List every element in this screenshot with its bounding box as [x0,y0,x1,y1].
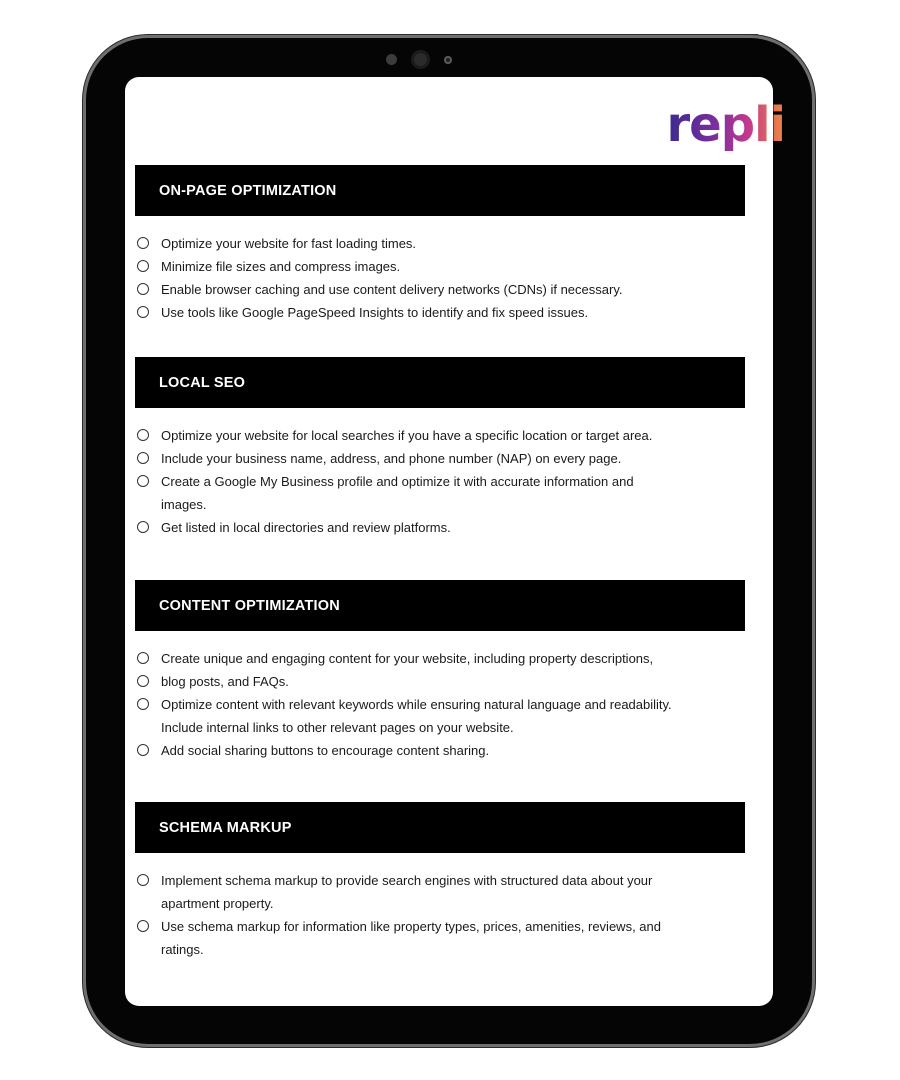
checklist-item[interactable] [135,670,745,693]
checklist-item[interactable] [135,516,745,539]
checklist-item-text: Get listed in local directories and review platforms. [161,520,451,535]
checklist-item[interactable] [135,915,745,938]
section-header: LOCAL SEO [135,357,745,408]
checkbox-circle-icon[interactable] [137,237,149,249]
section-content-optimization [135,580,745,762]
checklist-item-text: Create unique and engaging content for your website, including property descriptions, [161,651,654,666]
checklist-item-continuation: Include internal links to other relevant pages on your website. [161,720,514,735]
checklist-item[interactable] [135,647,745,670]
camera-icon [411,50,430,69]
checklist-item[interactable] [135,278,745,301]
checklist-item-text: Optimize content with relevant keywords while ensuring natural language and readability. [161,697,672,712]
checkbox-circle-icon[interactable] [137,475,149,487]
checkbox-circle-icon[interactable] [137,452,149,464]
checkbox-circle-icon[interactable] [137,306,149,318]
checkbox-circle-icon[interactable] [137,698,149,710]
checkbox-circle-icon[interactable] [137,260,149,272]
checkbox-circle-icon[interactable] [137,920,149,932]
checkbox-circle-icon[interactable] [137,521,149,533]
checkbox-circle-icon[interactable] [137,283,149,295]
checklist [135,232,745,324]
checklist-item-continuation: apartment property. [161,896,274,911]
checkbox-circle-icon[interactable] [137,652,149,664]
light-sensor-icon [444,56,452,64]
checklist-item[interactable] [135,869,745,892]
checklist [135,424,745,539]
checklist-item-text: Implement schema markup to provide search engines with structured data about your [161,873,653,888]
checklist-item[interactable] [135,693,745,716]
section-header: CONTENT OPTIMIZATION [135,580,745,631]
checklist-item-text: Optimize your website for local searches if you have a specific location or target area. [161,428,653,443]
checklist-item-text: Include your business name, address, and phone number (NAP) on every page. [161,451,622,466]
checkbox-circle-icon[interactable] [137,675,149,687]
checkbox-circle-icon[interactable] [137,429,149,441]
checklist-item-text: blog posts, and FAQs. [161,674,289,689]
section-header: SCHEMA MARKUP [135,802,745,853]
checklist-item-continuation: images. [161,497,207,512]
checklist-item-text: Minimize file sizes and compress images. [161,259,401,274]
brand-logo: repli [666,97,785,153]
checklist-item[interactable] [135,301,745,324]
checklist-item-text: Create a Google My Business profile and optimize it with accurate information and [161,474,634,489]
checklist-item-text: Enable browser caching and use content delivery networks (CDNs) if necessary. [161,282,623,297]
checkbox-circle-icon[interactable] [137,874,149,886]
checklist-item-text: Use schema markup for information like property types, prices, amenities, reviews, and [161,919,661,934]
section-on-page-optimization [135,165,745,324]
checklist [135,869,745,961]
section-local-seo [135,357,745,539]
checkbox-circle-icon[interactable] [137,744,149,756]
checklist-item-text: Add social sharing buttons to encourage content sharing. [161,743,490,758]
checklist-item-text: Optimize your website for fast loading times. [161,236,417,251]
section-header: ON-PAGE OPTIMIZATION [135,165,745,216]
checklist-item[interactable] [135,739,745,762]
tablet-screen [125,77,785,1006]
section-schema-markup [135,802,745,961]
checklist-item[interactable] [135,255,745,278]
checklist-item-text: Use tools like Google PageSpeed Insights to identify and fix speed issues. [161,305,589,320]
checklist [135,647,745,762]
checklist-item[interactable] [135,232,745,255]
sensor-icon [386,54,397,65]
checklist-item[interactable] [135,470,745,493]
checklist-item-continuation: ratings. [161,942,204,957]
checklist-item[interactable] [135,424,745,447]
checklist-item[interactable] [135,447,745,470]
